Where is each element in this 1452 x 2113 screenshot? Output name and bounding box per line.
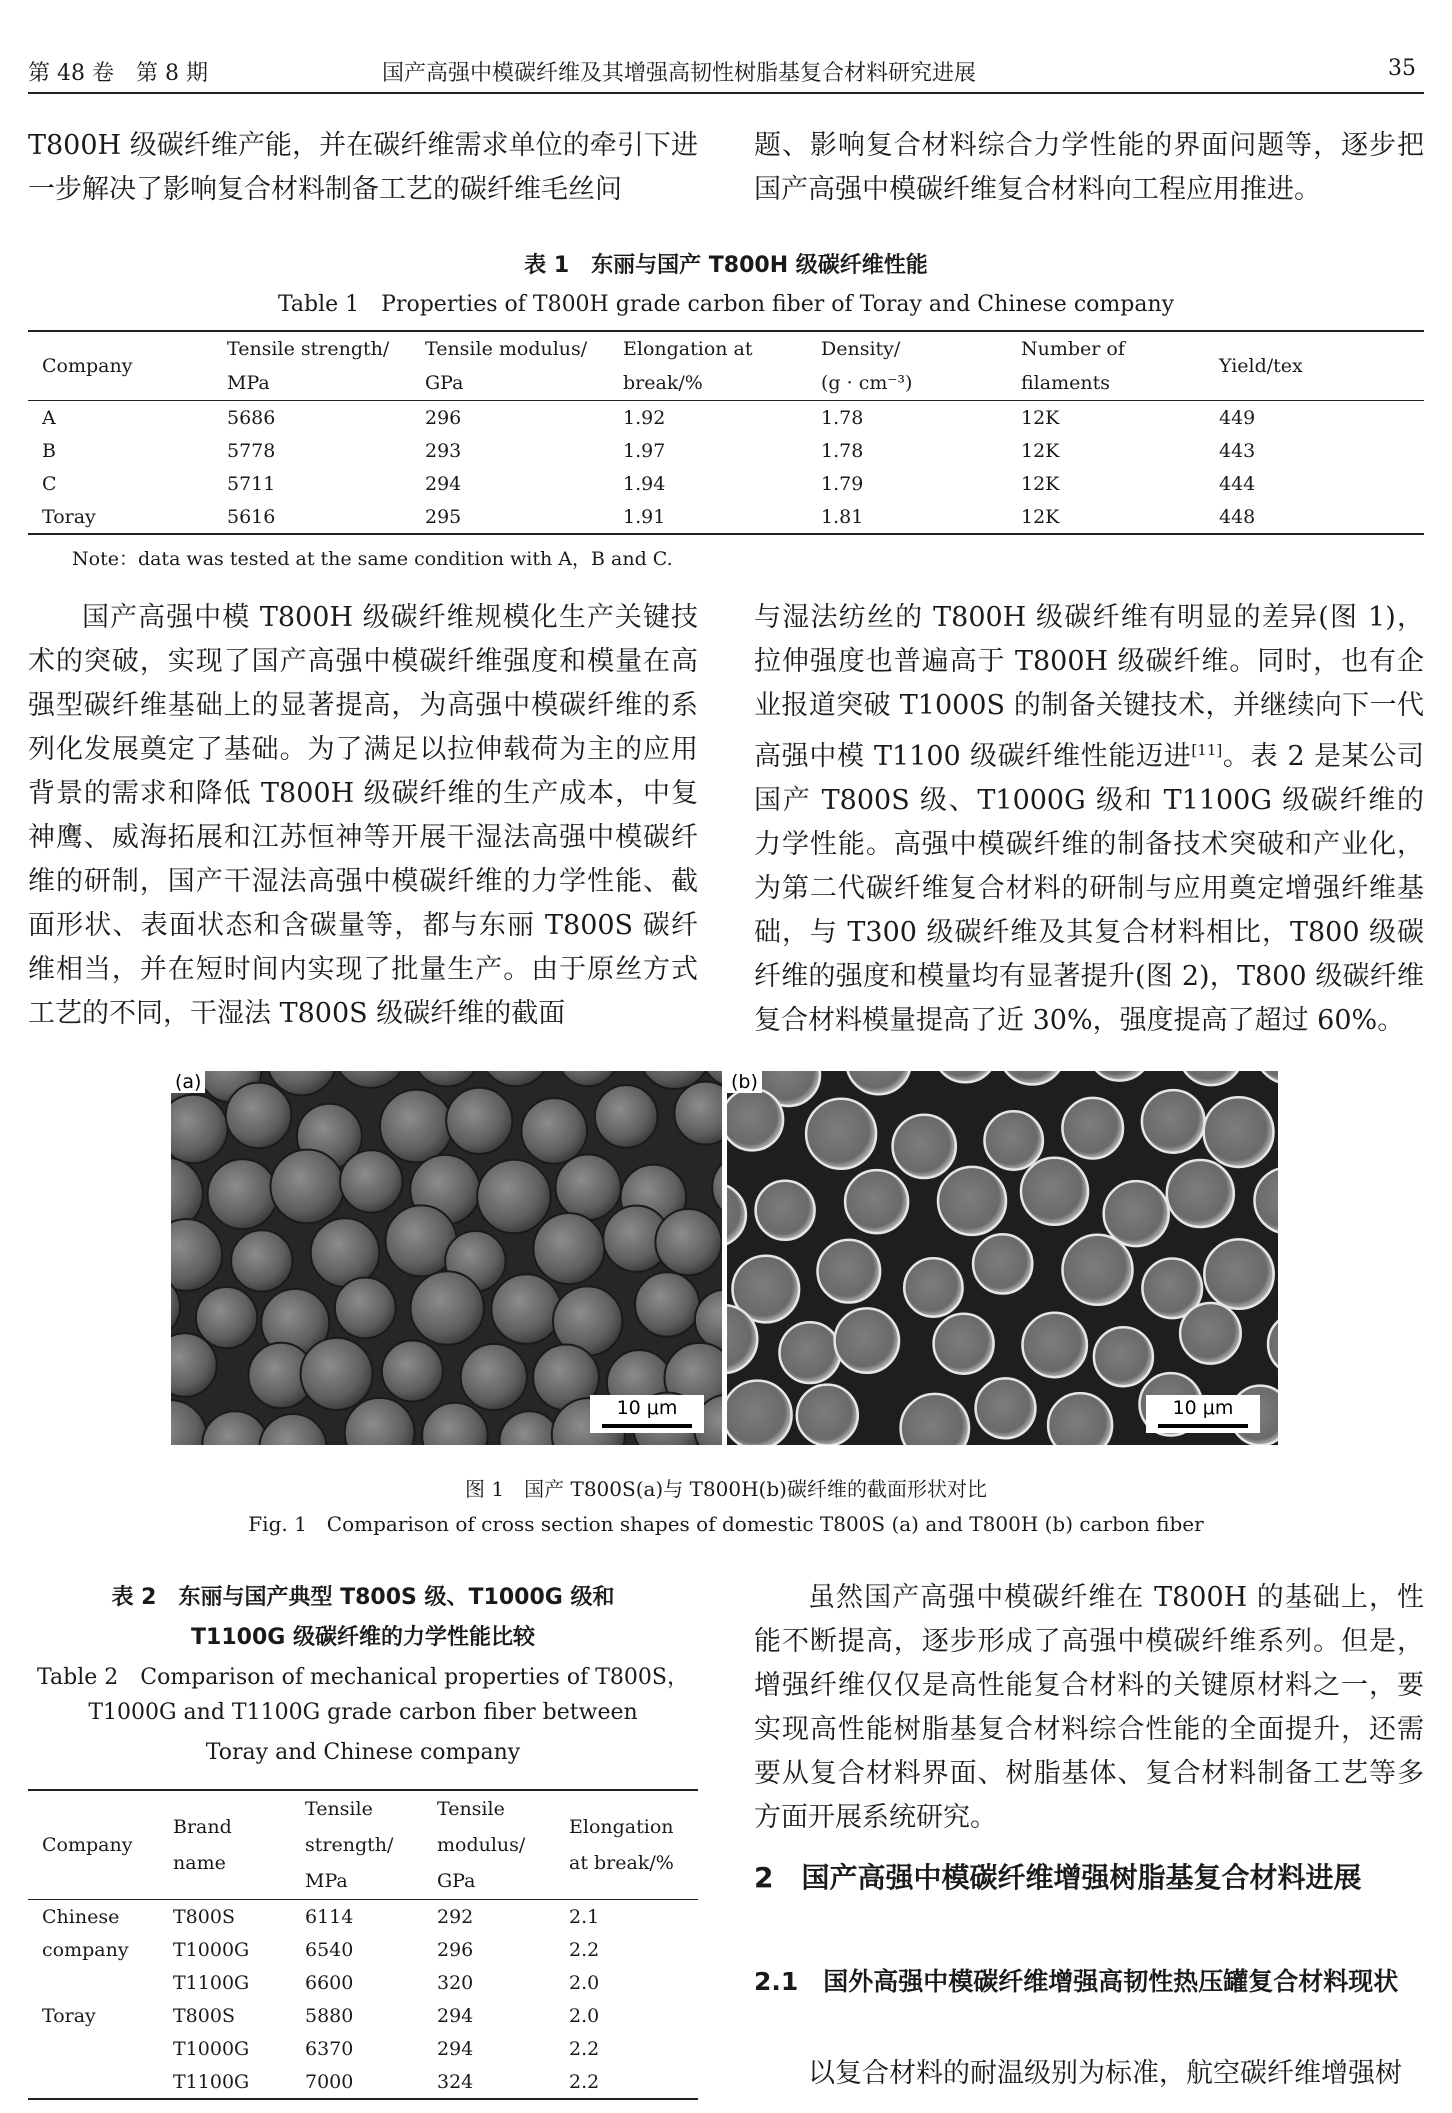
table2-header: Tensile modulus/ GPa [437, 1790, 569, 1900]
table2-header: Elongation at break/% [569, 1790, 698, 1900]
section-heading-2-1: 2.1 国外高强中模碳纤维增强高韧性热压罐复合材料现状 [754, 1967, 1399, 1996]
table2-caption-cn-2: T1100G 级碳纤维的力学性能比较 [191, 1625, 535, 1650]
header-volume: 第 48 卷 第 8 期 [28, 61, 208, 86]
table2-header: Tensile strength/ MPa [305, 1790, 437, 1900]
table-row: T1100G 6600 320 2.0 [173, 1971, 600, 1994]
scale-bar-b: 10 μm [1146, 1395, 1260, 1433]
table2-caption-cn-1: 表 2 东丽与国产典型 T800S 级、T1000G 级和 [111, 1585, 615, 1610]
table1-header: Elongation at break/% [623, 331, 821, 401]
table-row: T1100G 7000 324 2.2 [28, 2065, 698, 2099]
paragraph-right: 与湿法纺丝的 T800H 级碳纤维有明显的差异(图 1)，拉伸强度也普遍高于 T800H 级碳纤维。同时，也有企业报道突破 T1000S 的制备关键技术，并继续向下一代高强中模 T1100 级碳纤维性能迈进[11]。表 2 是某公司国产 T800S 级、T1000G 级和 T1100G 级碳纤维的力学性能。高强中模碳纤维的制备技术突破和产业化，为第二代碳纤维复合材料的研制与应用奠定增强纤维基础，与 T300 级碳纤维及其复合材料相比，T800 级碳纤维的强度和模量均有显著提升(图 2)，T800 级碳纤维复合材料模量提高了近 30%，强度提高了超过 60%。 [754, 602, 1425, 1036]
citation: [11] [1191, 741, 1223, 759]
table2-caption-en-2: T1000G and T1100G grade carbon fiber between [88, 1700, 638, 1725]
table1-header-row [28, 331, 1424, 401]
scale-bar-a: 10 μm [590, 1395, 704, 1433]
table2-caption-en-1: Table 2 Comparison of mechanical properties of T800S， [37, 1665, 689, 1690]
table-row: B 5778 293 1.97 1.78 12K 443 [42, 439, 1256, 462]
table1-header: Number of filaments [1021, 331, 1219, 401]
sem-fibers-a [171, 1071, 722, 1445]
table1-caption-cn: 表 1 东丽与国产 T800H 级碳纤维性能 [524, 253, 928, 278]
table-row: Toray T800S 5880 294 2.0 [42, 2004, 600, 2027]
table2-caption-en-3: Toray and Chinese company [205, 1740, 521, 1765]
header-journal-title: 国产高强中模碳纤维及其增强高韧性树脂基复合材料研究进展 [382, 61, 977, 86]
table2 [28, 1789, 698, 2100]
sem-image-a [171, 1071, 722, 1445]
table1-header: Company [28, 331, 227, 401]
table1-note: Note：data was tested at the same condition with A，B and C. [72, 548, 673, 570]
page-number: 35 [1388, 56, 1416, 81]
section-heading-2: 2 国产高强中模碳纤维增强树脂基复合材料进展 [754, 1861, 1362, 1894]
table1-caption-en: Table 1 Properties of T800H grade carbon fiber of Toray and Chinese company [277, 292, 1175, 317]
panel-label-a: (a) [171, 1071, 205, 1093]
table2-header: Company [28, 1790, 173, 1900]
table-row: Toray 5616 295 1.91 1.81 12K 448 [28, 500, 1424, 534]
table1-header: Density/ (g · cm⁻³) [821, 331, 1021, 401]
table-row: T1000G 6370 294 2.2 [173, 2037, 600, 2060]
figure1-caption-en: Fig. 1 Comparison of cross section shapes of domestic T800S (a) and T800H (b) carbon fiber [248, 1512, 1204, 1536]
table1-header: Tensile modulus/ GPa [425, 331, 623, 401]
table-row: company T1000G 6540 296 2.2 [42, 1938, 600, 1961]
paragraph-last: 以复合材料的耐温级别为标准，航空碳纤维增强树 [808, 2058, 1402, 2089]
table-row: C 5711 294 1.94 1.79 12K 444 [42, 472, 1256, 495]
table1 [28, 330, 1424, 535]
table2-header: Brand name [173, 1790, 305, 1900]
header-rule [28, 92, 1424, 94]
panel-label-b: (b) [727, 1071, 762, 1093]
table-row: Chinese T800S 6114 292 2.1 [42, 1905, 600, 1928]
text-top-left: T800H 级碳纤维产能，并在碳纤维需求单位的牵引下进一步解决了影响复合材料制备工艺的碳纤维毛丝问 [28, 130, 698, 205]
table1-header: Tensile strength/ MPa [227, 331, 425, 401]
table2-header-row [28, 1790, 698, 1900]
figure1-caption-cn: 图 1 国产 T800S(a)与 T800H(b)碳纤维的截面形状对比 [465, 1477, 987, 1501]
paragraph-right-2: 虽然国产高强中模碳纤维在 T800H 的基础上，性能不断提高，逐步形成了高强中模碳纤维系列。但是，增强纤维仅仅是高性能复合材料的关键原材料之一，要实现高性能树脂基复合材料综合性能的全面提升，还需要从复合材料界面、树脂基体、复合材料制备工艺等多方面开展系统研究。 [754, 1582, 1424, 1833]
sem-image-b [727, 1071, 1278, 1445]
sem-fibers-b [727, 1071, 1278, 1445]
paragraph-left: 国产高强中模 T800H 级碳纤维规模化生产关键技术的突破，实现了国产高强中模碳纤维强度和模量在高强型碳纤维基础上的显著提高，为高强中模碳纤维的系列化发展奠定了基础。为了满足以拉伸载荷为主的应用背景的需求和降低 T800H 级碳纤维的生产成本，中复神鹰、威海拓展和江苏恒神等开展干湿法高强中模碳纤维的研制，国产干湿法高强中模碳纤维的力学性能、截面形状、表面状态和含碳量等，都与东丽 T800S 碳纤维相当，并在短时间内实现了批量生产。由于原丝方式工艺的不同，干湿法 T800S 级碳纤维的截面 [28, 602, 698, 1029]
table1-header: Yield/tex [1219, 331, 1424, 401]
text-top-right: 题、影响复合材料综合力学性能的界面问题等，逐步把国产高强中模碳纤维复合材料向工程应用推进。 [754, 130, 1424, 205]
table-row: A 5686 296 1.92 1.78 12K 449 [42, 406, 1256, 429]
